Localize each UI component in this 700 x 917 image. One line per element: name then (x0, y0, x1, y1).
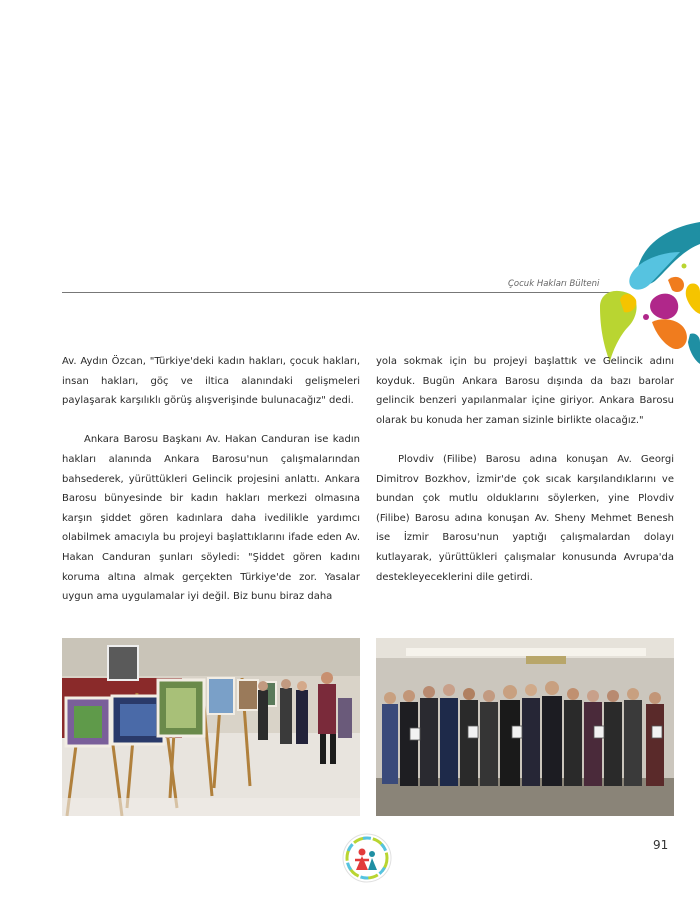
page-number: 91 (653, 838, 669, 852)
organization-logo (341, 832, 393, 884)
right-text-column (376, 352, 674, 607)
header-divider (62, 292, 616, 293)
decorative-splash-graphic (590, 222, 700, 372)
exhibition-photo (62, 638, 360, 816)
paragraph: Plovdiv (Filibe) Barosu adına konuşan Av. Georgi Dimitrov Bozkhov, İzmir'de çok sıcak karşılandıklarını ve bundan çok mutlu olduklarını söylerken, yine Plovdiv (Filibe) Barosu adına konuşan Av. Sheny Mehmet Benesh ise İzmir Barosu'nun yaptığı çalışmalardan dolayı kutlayarak, yürüttükleri çalışmalar konusunda Avrupa'da destekleyeceklerini dile getirdi. (376, 453, 674, 583)
group-photo (376, 638, 674, 816)
bulletin-title: Çocuk Hakları Bülteni (508, 279, 600, 289)
left-text-column (62, 352, 360, 626)
paragraph: Av. Aydın Özcan, "Türkiye'deki kadın hakları, çocuk hakları, insan hakları, göç ve iltica alanındaki gelişmeleri paylaşarak karşılıklı görüş alışverişinde bulunacağız" dedi. (62, 356, 360, 407)
paragraph: Ankara Barosu Başkanı Av. Hakan Canduran ise kadın hakları alanında Ankara Barosu'nun çalışmalarından bahsederek, yürüttükleri Gelincik projesini anlattı. Ankara Barosu bünyesinde bir kadın hakları merkezi olmasına karşın şiddet gören kadınlara daha ivedilikle yardımcı olabilmek amacıyla bu projeyi başlattıklarını ifade eden Av. Hakan Canduran şunları söyledi: "Şiddet gören kadını koruma altına almak gerçekten Türkiye'de zor. Yasalar uygun ama uygulamalar iyi değil. Biz bunu biraz daha (62, 434, 360, 603)
paragraph: yola sokmak için bu projeyi başlattık ve Gelincik adını koyduk. Bugün Ankara Barosu dışında da bazı barolar gelincik benzeri yapılanmalar içine giriyor. Ankara Barosu olarak bu konuda her zaman sizinle birlikte olacağız." (376, 356, 674, 426)
